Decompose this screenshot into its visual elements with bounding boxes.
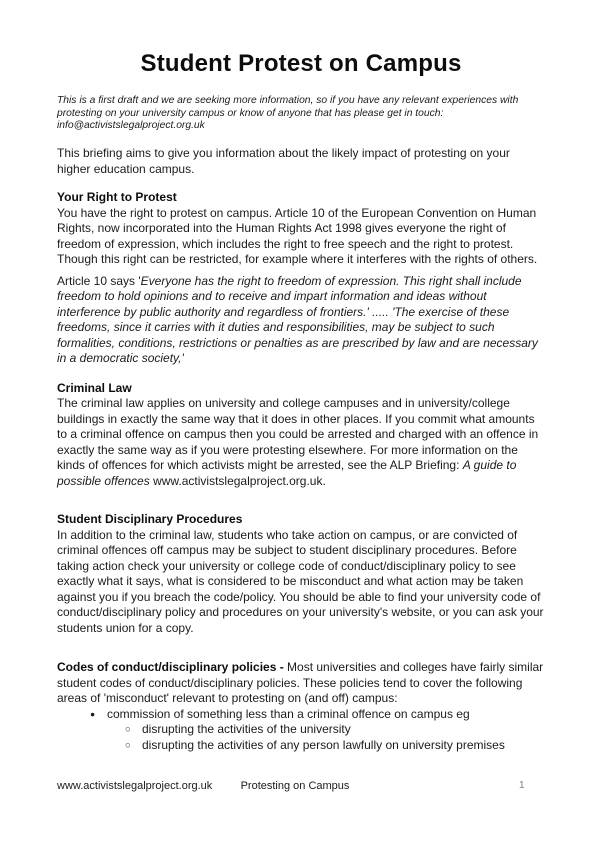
footer-page-number: 1 [519,780,525,791]
footer-document-title: Protesting on Campus [240,780,350,792]
section-right-to-protest [57,190,545,367]
section-criminal-law [57,381,545,490]
list-item-text: commission of something less than a criminal offence on campus eg [107,706,470,721]
alp-briefing-title: A guide to possible offences [57,458,517,488]
codes-paragraph [57,660,545,707]
briefing-summary: This briefing aims to give you information about the likely impact of protesting on your higher education campus. [57,146,510,176]
codes-body: Most universities and colleges have fairly similar student codes of conduct/disciplinary policies. These policies tend to cover the following areas of 'misconduct' relevant to protesting on (and off) campus: [57,660,544,706]
section-heading-disciplinary: Student Disciplinary Procedures [57,512,243,527]
section-disciplinary [57,512,545,636]
section-codes-of-conduct [57,660,545,753]
list-item-text: disrupting the activities of any person lawfully on university premises [142,737,505,752]
article10-quote: Everyone has the right to freedom of expression. This right shall include freedom to hold opinions and to receive and impart information and ideas without interference by public authority and regardless of frontiers.' ..... 'The exercise of these freedoms, since it carries with it duties and responsibilities, may be subject to such formalities, conditions, restrictions or penalties as are prescribed by law and are necessary in a democratic society,' [57,273,538,366]
criminal-law-text: The criminal law applies on university and college campuses and in university/college buildings in exactly the same way that it does in other places. If you commit what amounts to a criminal offence on campus then you could be arrested and charged with an offence in exactly the same way as if you were protesting elsewhere. For more information on the kinds of offences for which activists might be arrested, see the ALP Briefing: [57,396,539,473]
criminal-law-body [57,396,545,489]
section-heading-right-to-protest: Your Right to Protest [57,190,177,205]
article10-lead: Article 10 says ' [57,273,141,288]
page-title: Student Protest on Campus [140,50,462,77]
footer-website: www.activistslegalproject.org.uk [57,780,213,792]
criminal-law-url: www.activistslegalproject.org.uk. [149,473,326,488]
page-footer [0,779,600,795]
hollow-bullet-icon: ○ [125,724,131,736]
disciplinary-body: In addition to the criminal law, students who take action on campus, or are convicted of criminal offences off campus may be subject to student disciplinary procedures. Before taking action check your university or college code of conduct/disciplinary policy to see exactly what it says, what is considered to be misconduct and what action may be taken against you if you breach the code/policy. You should be able to find your university code of conduct/disciplinary policy and procedures on your university's website, or you can ask your students union for a copy. [57,527,544,635]
list-item-text: disrupting the activities of the university [142,722,351,737]
section-heading-criminal-law: Criminal Law [57,380,132,395]
codes-lead-bold: Codes of conduct/disciplinary policies - [57,660,288,675]
hollow-bullet-icon: ○ [125,739,131,751]
article10-paragraph [57,274,545,367]
list-item [57,707,545,723]
intro-draft-note: This is a first draft and we are seeking more information, so if you have any relevant experiences with protesting on your university campus or know of anyone that has please get in touch: info@activistslegalproject.org.uk [57,95,519,132]
right-to-protest-body: You have the right to protest on campus. Article 10 of the European Convention on Human Rights, now incorporated into the Human Rights Act 1998 gives everyone the right of freedom of expression, which includes the right to free speech and the right to protest. Though this right can be restricted, for example where it interferes with the rights of others. [57,205,538,267]
list-item [57,738,545,754]
filled-bullet-icon: ● [90,708,96,719]
list-item [57,722,545,738]
